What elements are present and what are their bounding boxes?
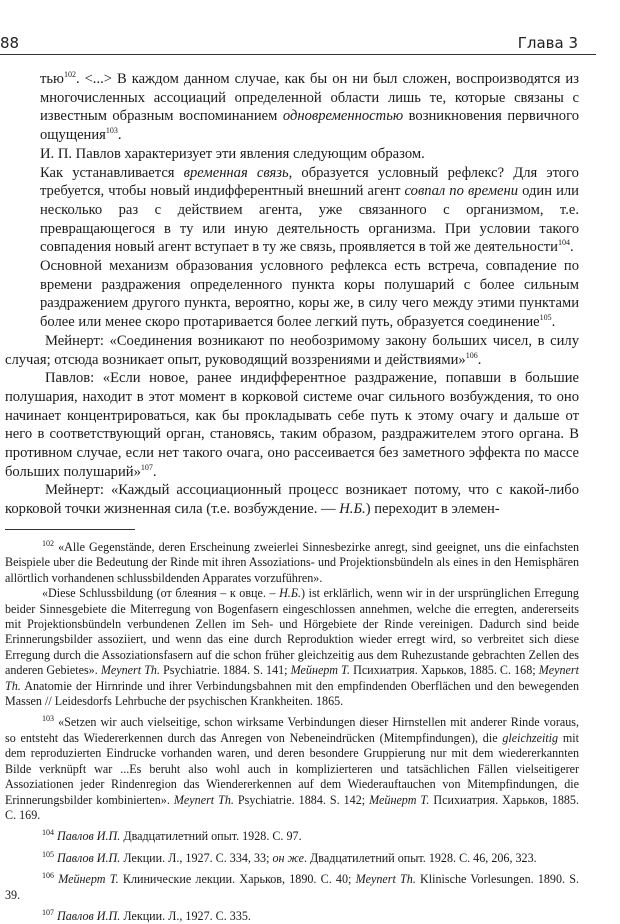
emphasis: совпал по времени bbox=[404, 183, 519, 200]
footnotes bbox=[5, 540, 579, 924]
footnote-103: $^{103}$ «Setzen wir auch vielseitige, schon wirksame Verbindungen dieser Hirnstellen mit anderer Rinde voraus, so entsteht das Wiedererkennen durch das Anregen von Nebeneindrücken (Mitempfindungen), die gleichzeitig mit dem reproduzierten Eindrucke vorhanden waren, und deren besondere Gruppierung nur mit dem wiedererkannten Bilde verknüpft war ...Es beruht also wohl auch in komplizierteren und tatsächlichen Fällen vielseitigerer Assoziationen jeder Rindenregion das Wiendererkennen auf dem Wiederauftauchen von Mitempfindungen, die Erinnerungsbilder kombinierten». Meynert Th. Psychiatrie. 1884. S. 142; Мейнерт Т. Психиатрия. Харьков, 1885. С. 169. bbox=[5, 714, 580, 822]
footnote-separator bbox=[5, 529, 135, 530]
paragraph-7: Мейнерт: «Каждый ассоциационный процесс возникает потому, что с какой-либо корковой точки жизненная сила (т.е. возбуждение. — Н.Б.) переходит в элемен- bbox=[5, 482, 579, 518]
emphasis: одновременностью bbox=[282, 108, 404, 125]
main-text bbox=[5, 70, 579, 519]
footnote-107: $^{107}$ Павлов И.П. Лекции. Л., 1927. С. 335. bbox=[42, 907, 251, 923]
paragraph-3: Как устанавливается временная связь, образуется условный рефлекс? Для этого требуется, чтобы новый индифферентный внешний агент совпал по времени один или несколько раз с действием агента, уже связанного с организмом, т.е. превращающегося в ту или иную деятельность организма. При условии такого совпадения новый агент вступает в ту же связь, проявляется в той же деятельности$^{104}$. bbox=[40, 164, 579, 256]
paragraph-4: Основной механизм образования условного рефлекса есть встреча, совпадение по времени раздражения определенного пункта коры полушарий с более сильным раздражением другого пункта, вероятно, коры же, в силу чего между этими пунктами более или менее скоро протаривается более легкий путь, образуется соединение$^{105}$. bbox=[40, 258, 579, 331]
chapter-title: Глава 3 bbox=[517, 34, 578, 52]
footnote-106: $^{106}$ Мейнерт Т. Клинические лекции. Харьков, 1890. С. 40; Meynert Th. Klinische Vorlesungen. 1890. S. 39. bbox=[5, 871, 579, 902]
footnote-102-continued: «Diese Schlussbildung (от блеяния – к овце. – Н.Б.) ist erklärlich, wenn wir in der ursprünglichen Erregung beider Sinnesgebiete die Miterregung von Bogenfasern eingeschlossen annehmen, welche die erregten, andererseits mit Projektionsbündeln verbundenen Zellen im Seh- und Hörgebiete der Rinde vereinigen. Dadurch sind beide Erinnerungsbilder assoziiert, und wenn das eine durch Reproduktion wieder erregt wird, so verbreitet sich diese Erregung durch die Assoziationsfasern auf die schon früher gleichzeitig aus dem Ruhezustande gebrachten Zellen des anderen Gebietes». Meynert Th. Psychiatrie. 1884. S. 141; Мейнерт Т. Психиатрия. Харьков, 1885. С. 168; Meynert Th. Anatomie der Hirnrinde und ihrer Verbindungsbahnen mit den empfindenden Oberflächen und den bewegenden Massen // Leidesdorfs Lehrbuche der psychischen Krankheiten. 1865. bbox=[5, 586, 579, 709]
footnote-ref-102[interactable]: 102 bbox=[63, 70, 76, 80]
footnote-ref-106[interactable]: 106 bbox=[465, 350, 478, 360]
footnote-102: $^{102}$ «Alle Gegenstände, deren Erscheinung zweierlei Sinnesbezirke anregt, sind geeignet, uns die einfachsten Beispiele uber die Bedeutung der Rinde mit ihren Assoziations- und Projektionsbündeln als eines in den Hemisphären allörtlich vorhandenen schlussbildenden Apparates vorzuführen». bbox=[5, 538, 579, 585]
emphasis: временная связь bbox=[183, 164, 289, 181]
footnote-ref-107[interactable]: 107 bbox=[140, 462, 153, 472]
footnote-105: $^{105}$ Павлов И.П. Лекции. Л., 1927. С. 334, 33; он же. Двадцатилетний опыт. 1928. С. 46, 206, 323. bbox=[42, 849, 537, 865]
footnote-104: $^{104}$ Павлов И.П. Двадцатилетний опыт. 1928. С. 97. bbox=[42, 828, 302, 844]
page-number: 88 bbox=[0, 34, 20, 52]
paragraph-6: Павлов: «Если новое, ранее индифферентное раздражение, попавши в большие полушария, находит в этот момент в корковой системе очаг сильного возбуждения, то оно начинает концентрироваться, как бы прокладывать себе путь к этому очагу и дальше от него в соответствующий орган, становясь, таким образом, раздражителем этого органа. В противном случае, если нет такого очага, оно рассеивается без заметного эффекта по массе больших полушарий»$^{107}$. bbox=[5, 370, 579, 480]
quote-block bbox=[5, 70, 579, 332]
footnote-ref-105[interactable]: 105 bbox=[539, 313, 552, 323]
emphasis: Н.Б. bbox=[339, 501, 366, 518]
running-header bbox=[0, 30, 596, 55]
footnote-ref-103[interactable]: 103 bbox=[105, 126, 118, 136]
footnote-ref-104[interactable]: 104 bbox=[557, 238, 570, 248]
paragraph-2: И. П. Павлов характеризует эти явления следующим образом. bbox=[40, 145, 425, 162]
paragraph-5: Мейнерт: «Соединения возникают по необозримому закону больших чисел, в силу случая; отсюда возникает опыт, руководящий воззрениями и действиями»$^{106}$. bbox=[5, 332, 579, 368]
paragraph-1: тью$^{102}$. <...> В каждом данном случае, как бы он ни был сложен, воспроизводятся из многочисленных ассоциаций определенной области лишь те, которые связаны с известным образным воспоминанием одновременностью возникновения первичного ощущения$^{103}$. bbox=[40, 70, 579, 144]
